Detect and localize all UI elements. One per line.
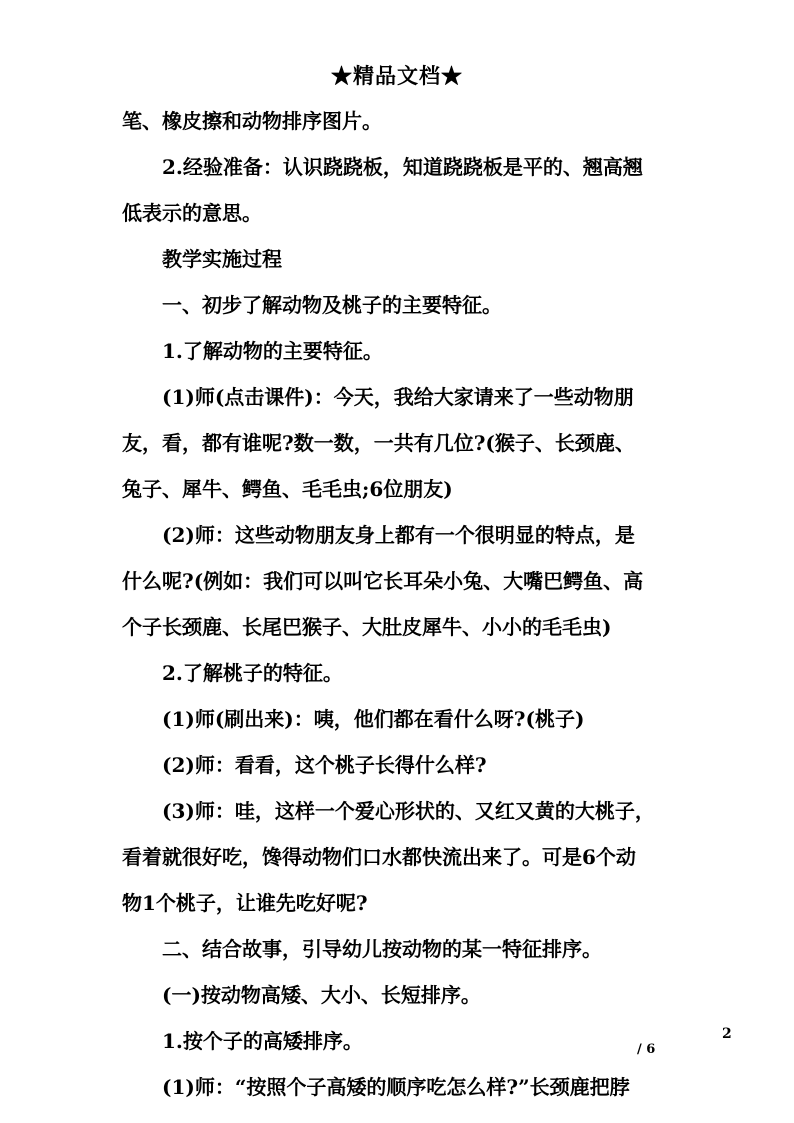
text-line: (3)师：哇，这样一个爱心形状的、又红又黄的大桃子， <box>162 799 655 823</box>
document-body <box>122 98 682 1110</box>
text-line: (1)师：“按照个子高矮的顺序吃怎么样?”长颈鹿把脖 <box>162 1075 630 1099</box>
text-line: 物1个桃子，让谁先吃好呢? <box>122 891 368 915</box>
page-number: 2 <box>722 1026 732 1042</box>
section-heading: 二、结合故事，引导幼儿按动物的某一特征排序。 <box>162 937 602 961</box>
text-line: (2)师：看看，这个桃子长得什么样? <box>162 753 487 777</box>
text-line: 2.经验准备：认识跷跷板，知道跷跷板是平的、翘高翘 <box>162 155 643 179</box>
text-line: (2)师：这些动物朋友身上都有一个很明显的特点，是 <box>162 523 635 547</box>
page-header-title: ★精品文档★ <box>331 63 463 88</box>
subsection-heading: 2.了解桃子的特征。 <box>162 661 343 685</box>
page-total: / 6 <box>637 1042 656 1057</box>
subsection-heading: 1.按个子的高矮排序。 <box>162 1029 363 1053</box>
text-line: 友，看，都有谁呢?数一数，一共有几位?(猴子、长颈鹿、 <box>122 431 635 455</box>
text-line: 看着就很好吃，馋得动物们口水都快流出来了。可是6个动 <box>122 845 636 869</box>
subsection-heading: 1.了解动物的主要特征。 <box>162 339 383 363</box>
text-line: 什么呢?(例如：我们可以叫它长耳朵小兔、大嘴巴鳄鱼、高 <box>122 569 644 593</box>
text-line: 笔、橡皮擦和动物排序图片。 <box>122 109 382 133</box>
text-line: 兔子、犀牛、鳄鱼、毛毛虫;6位朋友) <box>122 477 453 501</box>
section-heading: 教学实施过程 <box>162 247 282 271</box>
section-heading: 一、初步了解动物及桃子的主要特征。 <box>162 293 502 317</box>
text-line: (1)师(刷出来)：咦，他们都在看什么呀?(桃子) <box>162 707 585 731</box>
text-line: (1)师(点击课件)：今天，我给大家请来了一些动物朋 <box>162 385 634 409</box>
subsection-heading: (一)按动物高矮、大小、长短排序。 <box>162 983 481 1007</box>
text-line: 个子长颈鹿、长尾巴猴子、大肚皮犀牛、小小的毛毛虫) <box>122 615 612 639</box>
text-line: 低表示的意思。 <box>122 201 262 225</box>
